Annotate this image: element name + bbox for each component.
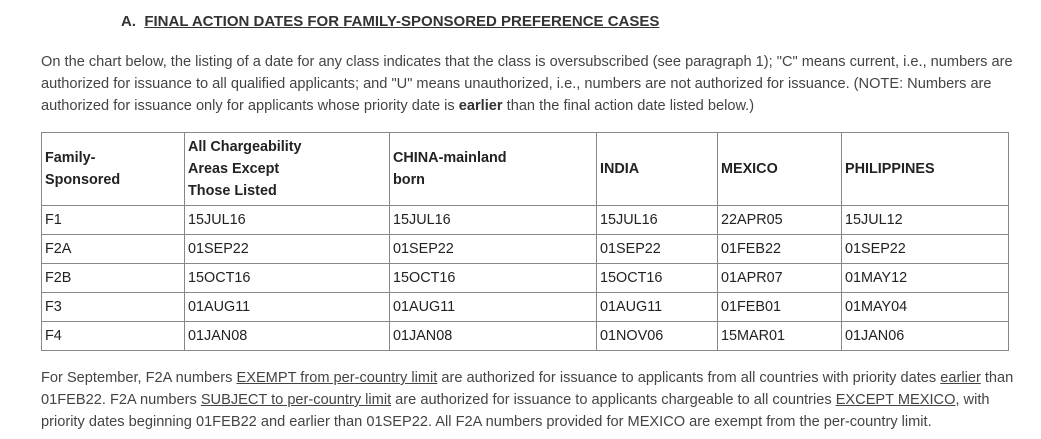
exempt-link[interactable]: EXEMPT from per-country limit — [236, 370, 438, 386]
table-cell: 01FEB22 — [718, 235, 842, 264]
header-india — [597, 133, 718, 206]
section-heading — [121, 13, 659, 30]
table-cell: 01JAN08 — [390, 322, 597, 351]
final-action-dates-table — [41, 132, 1009, 351]
footer-text: than 01FEB22. F2A numbers — [41, 370, 1014, 408]
table-cell: 01JAN06 — [842, 322, 1009, 351]
table-header-row — [42, 133, 1009, 206]
table-cell: 01APR07 — [718, 264, 842, 293]
table-cell: 01AUG11 — [597, 293, 718, 322]
table-row — [42, 206, 1009, 235]
table-row — [42, 264, 1009, 293]
table-cell: 15OCT16 — [390, 264, 597, 293]
header-all-chargeability — [185, 133, 390, 206]
table-cell: 22APR05 — [718, 206, 842, 235]
header-line: PHILIPPINES — [845, 161, 935, 177]
table-cell: 15JUL16 — [390, 206, 597, 235]
table-cell: 01MAY04 — [842, 293, 1009, 322]
table-cell: 01JAN08 — [185, 322, 390, 351]
footer-text: For September, F2A numbers — [41, 370, 237, 386]
header-mexico — [718, 133, 842, 206]
table-cell: F2A — [42, 235, 185, 264]
intro-text-1: On the chart below, the listing of a date for any class indicates that the class is oversubscribed (see paragraph 1); "C" means current, i.e., numbers are authorized for issuance to all qualified applicants; and "U" means unauthorized, i.e., numbers are not authorized for issuance. (NOTE: Numbers are authorized for issuance only for applicants whose priority date is — [41, 54, 1013, 114]
except-mexico-link[interactable]: EXCEPT MEXICO — [835, 392, 956, 408]
section-title: FINAL ACTION DATES FOR FAMILY-SPONSORED PREFERENCE CASES — [144, 13, 660, 30]
table-cell: F3 — [42, 293, 185, 322]
table-cell: F4 — [42, 322, 185, 351]
table-row — [42, 293, 1009, 322]
table-cell: 01AUG11 — [185, 293, 390, 322]
table-cell: 01MAY12 — [842, 264, 1009, 293]
header-line: Areas Except — [188, 161, 280, 177]
footer-text: are authorized for issuance to applicants from all countries with priority dates — [437, 370, 941, 386]
intro-bold-word: earlier — [458, 98, 503, 114]
table-cell: 01SEP22 — [390, 235, 597, 264]
table-cell: 15OCT16 — [597, 264, 718, 293]
footer-text: , with priority dates beginning 01FEB22 and earlier than 01SEP22. All F2A numbers provided for MEXICO are exempt from the per-country limit. — [41, 392, 990, 430]
header-family-sponsored — [42, 133, 185, 206]
table-row — [42, 235, 1009, 264]
header-line: MEXICO — [721, 161, 778, 177]
table-cell: 01AUG11 — [390, 293, 597, 322]
header-line: Sponsored — [45, 172, 121, 188]
header-line: All Chargeability — [188, 139, 302, 155]
table-cell: F1 — [42, 206, 185, 235]
table-row — [42, 322, 1009, 351]
table-cell: 15MAR01 — [718, 322, 842, 351]
header-line: Family- — [45, 150, 96, 166]
header-line: born — [393, 172, 425, 188]
table-cell: 01SEP22 — [842, 235, 1009, 264]
earlier-link[interactable]: earlier — [940, 370, 981, 386]
footer-text: are authorized for issuance to applicants chargeable to all countries — [391, 392, 836, 408]
footer-paragraph — [41, 367, 1016, 433]
table-cell: 01SEP22 — [597, 235, 718, 264]
subject-link[interactable]: SUBJECT to per-country limit — [200, 392, 392, 408]
intro-paragraph — [41, 51, 1016, 117]
table-cell: 15JUL16 — [597, 206, 718, 235]
table-cell: 15OCT16 — [185, 264, 390, 293]
header-line: INDIA — [600, 161, 640, 177]
table-cell: 01SEP22 — [185, 235, 390, 264]
section-letter: A. — [121, 13, 136, 30]
table-cell: 15JUL16 — [185, 206, 390, 235]
table-cell: 01NOV06 — [597, 322, 718, 351]
header-line: Those Listed — [188, 183, 277, 199]
table-cell: 01FEB01 — [718, 293, 842, 322]
header-china — [390, 133, 597, 206]
intro-text-2: than the final action date listed below.) — [502, 98, 755, 114]
table-cell: F2B — [42, 264, 185, 293]
table-cell: 15JUL12 — [842, 206, 1009, 235]
header-philippines — [842, 133, 1009, 206]
header-line: CHINA-mainland — [393, 150, 507, 166]
